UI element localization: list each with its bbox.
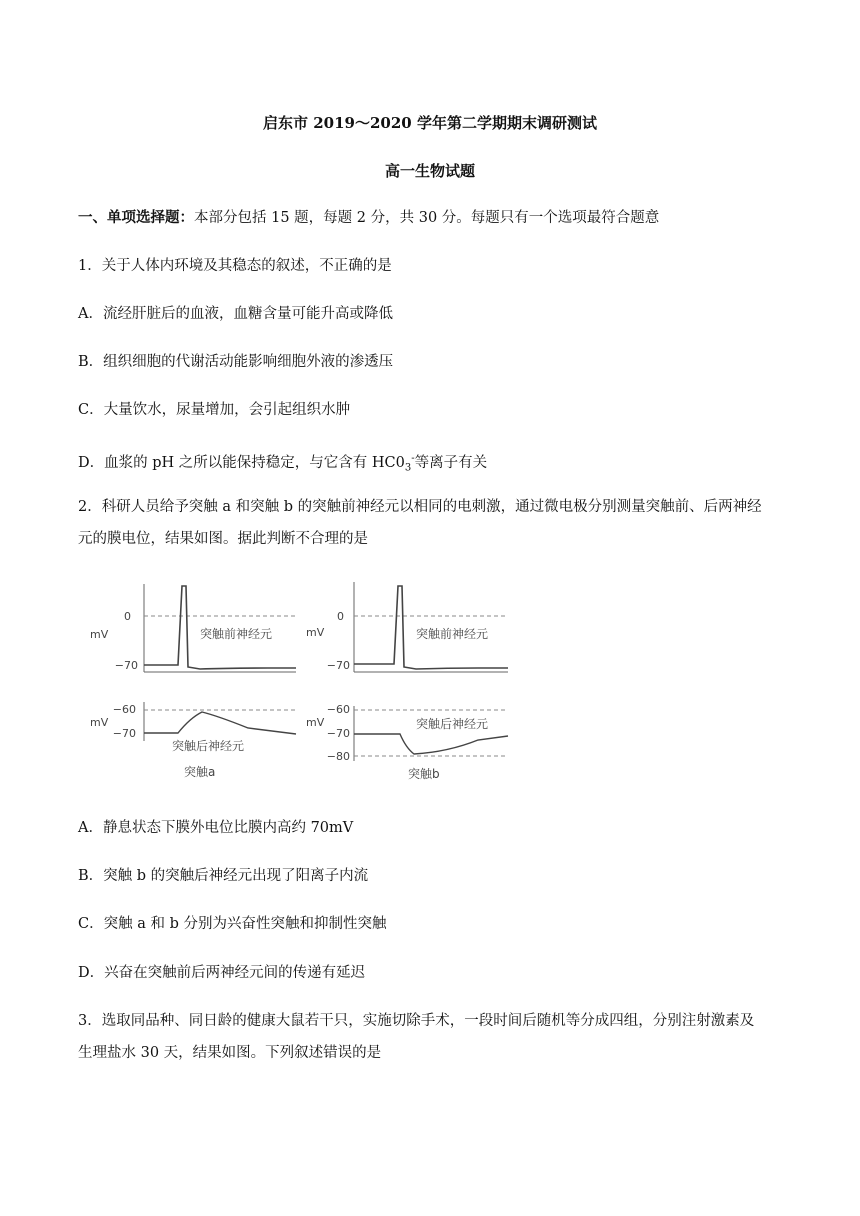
tick-label: −60 bbox=[112, 703, 136, 716]
question-2-stem-line2: 元的膜电位，结果如图。据此判断不合理的是 bbox=[78, 531, 368, 547]
section-heading bbox=[78, 208, 788, 228]
pre-label-a: 突触前神经元 bbox=[200, 627, 273, 641]
option-d-superscript: - bbox=[411, 453, 415, 464]
exam-subtitle: 高一生物试题 bbox=[384, 162, 475, 180]
option-d-text-end: 等离子有关 bbox=[414, 454, 488, 471]
pre-label-b: 突触前神经元 bbox=[416, 627, 489, 641]
question-2-option-a: A．静息状态下膜外电位比膜内高约 70mV bbox=[78, 820, 354, 836]
section-title: 一、单项选择题： bbox=[78, 209, 194, 226]
unit-label: mV bbox=[306, 626, 325, 639]
question-2-stem-line1: 2．科研人员给予突触 a 和突触 b 的突触前神经元以相同的电刺激，通过微电极分别测量突触前、后两神经 bbox=[78, 499, 762, 515]
question-2-option-c: C．突触 a 和 b 分别为兴奋性突触和抑制性突触 bbox=[78, 916, 387, 932]
tick-label: 0 bbox=[337, 610, 344, 623]
question-2-option-d: D．兴奋在突触前后两神经元间的传递有延迟 bbox=[78, 965, 366, 981]
tick-label: −60 bbox=[326, 703, 350, 716]
tick-label: −70 bbox=[326, 727, 350, 740]
question-3-stem-line2: 生理盐水 30 天，结果如图。下列叙述错误的是 bbox=[78, 1045, 382, 1061]
caption-b: 突触b bbox=[408, 767, 440, 781]
tick-label: −70 bbox=[326, 659, 350, 672]
tick-label: −70 bbox=[114, 659, 138, 672]
synapse-b-pre-panel bbox=[306, 582, 508, 672]
post-trace-b bbox=[354, 734, 508, 754]
option-d-text: D．血浆的 pH 之所以能保持稳定，与它含有 HC0 bbox=[78, 454, 405, 471]
synapse-a-post-panel bbox=[90, 702, 296, 779]
post-label-b: 突触后神经元 bbox=[416, 717, 489, 731]
caption-a: 突触a bbox=[184, 765, 216, 779]
membrane-potential-figure bbox=[78, 576, 528, 786]
exam-title: 启东市 2019～2020 学年第二学期期末调研测试 bbox=[263, 114, 597, 132]
synapse-b-post-panel bbox=[306, 703, 508, 781]
unit-label: mV bbox=[306, 716, 325, 729]
question-1-option-a: A．流经肝脏后的血液，血糖含量可能升高或降低 bbox=[78, 306, 393, 322]
tick-label: −70 bbox=[112, 727, 136, 740]
post-trace-a bbox=[144, 712, 296, 734]
unit-label: mV bbox=[90, 716, 109, 729]
question-3-stem-line1: 3．选取同品种、同日龄的健康大鼠若干只，实施切除手术，一段时间后随机等分成四组，分别注射激素及 bbox=[78, 1013, 755, 1029]
question-1-option-b: B．组织细胞的代谢活动能影响细胞外液的渗透压 bbox=[78, 354, 394, 370]
tick-label: −80 bbox=[326, 750, 350, 763]
question-1-option-d bbox=[78, 449, 788, 479]
synapse-a-pre-panel bbox=[90, 584, 296, 672]
question-2-option-b: B．突触 b 的突触后神经元出现了阳离子内流 bbox=[78, 868, 369, 884]
question-1-option-c: C．大量饮水，尿量增加，会引起组织水肿 bbox=[78, 402, 351, 418]
option-d-subscript: 3 bbox=[404, 462, 412, 474]
unit-label: mV bbox=[90, 628, 109, 641]
post-label-a: 突触后神经元 bbox=[172, 739, 245, 753]
section-instructions: 本部分包括 15 题，每题 2 分，共 30 分。每题只有一个选项最符合题意 bbox=[194, 210, 660, 226]
tick-label: 0 bbox=[124, 610, 131, 623]
question-1-stem: 1．关于人体内环境及其稳态的叙述，不正确的是 bbox=[78, 258, 392, 274]
